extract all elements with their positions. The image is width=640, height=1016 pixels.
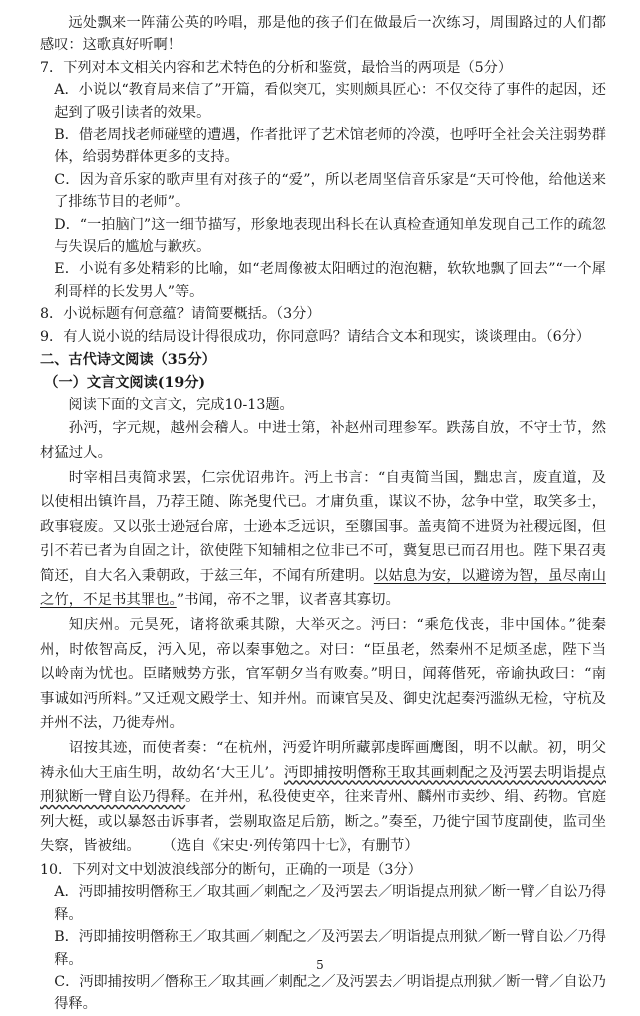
q7-option-e: E．小说有多处精彩的比喻，如“老周像被太阳晒过的泡泡糖，软软地飘了回去”“一个犀利哥样的长发男人”等。 bbox=[54, 261, 606, 300]
question-10 bbox=[40, 859, 606, 1016]
q10-option-b: B．沔即捕按明僭称王／取其画／刺配之／及沔罢去／明诣提点刑狱／断一臂自讼／乃得释。 bbox=[54, 929, 606, 968]
passage-p4-text-b: 。在并州，私役使吏卒，往来青州、麟州市卖纱、绢、药物。官庭列大梃，或以暴怒击诉事者，尝剔取盗足后筋，断之。”奏至，乃徙宁国节度副使，监司坐失察，皆被绌。 bbox=[40, 789, 606, 855]
story-ending-line: 远处飘来一阵蒲公英的吟唱，那是他的孩子们在做最后一次练习，周围路过的人们都感叹：这歌真好听啊！ bbox=[40, 15, 606, 54]
passage-source: （选自《宋史·列传第四十七》，有删节） bbox=[169, 838, 419, 855]
passage-p2-underlined: 以姑息为安，以避谤为智，虽尽南山之竹，不足书其罪也。 bbox=[40, 567, 606, 609]
page-number: 5 bbox=[316, 958, 324, 972]
question-8: 8．小说标题有何意蕴？请简要概括。（3分） bbox=[40, 306, 321, 323]
q7-option-a: A．小说以“教育局来信了”开篇，看似突兀，实则颇具匠心：不仅交待了事件的起因，还起到了吸引读者的效果。 bbox=[54, 82, 606, 121]
subsection-heading-classical: （一）文言文阅读(19分) bbox=[44, 374, 206, 391]
classical-passage bbox=[40, 416, 606, 859]
q10-option-c: C．沔即捕按明／僭称王／取其画／刺配之／及沔罢去／明诣提点刑狱／断一臂／自讼乃得释。 bbox=[54, 974, 606, 1013]
passage-paragraph-2 bbox=[40, 466, 606, 614]
question-7 bbox=[40, 57, 606, 303]
q7-stem: 7．下列对本文相关内容和艺术特色的分析和鉴赏，最恰当的两项是（5分） bbox=[40, 59, 513, 76]
passage-paragraph-1: 孙沔，字元规，越州会稽人。中进士第，补赵州司理参军。跌荡自放，不守士节，然材猛过人。 bbox=[40, 420, 606, 461]
q7-option-c: C．因为音乐家的歌声里有对孩子的“爱”，所以老周坚信音乐家是“天可怜他，给他送来了排练节目的老师”。 bbox=[54, 171, 606, 211]
passage-paragraph-4 bbox=[40, 736, 606, 859]
q10-option-a: A．沔即捕按明僭称王／取其画／刺配之／及沔罢去／明诣提点刑狱／断一臂／自讼乃得释。 bbox=[54, 884, 606, 923]
passage-p2-text-a: 时宰相吕夷简求罢，仁宗优诏弗许。沔上书言：“自夷简当国，黜忠言，废直道，及以使相出镇许昌，乃荐王随、陈尧叟代已。才庸负重，谋议不协，忿争中堂，取笑多士，政事寝废。又以张士逊冠台席，士逊本乏远识，至隳国事。盖夷简不进贤为社稷远图，但引不若已者为自固之计，欲使陛下知辅相之位非已不可，冀复思已而召用也。陛下果召夷简还，自大名入秉朝政，于兹三年，不闻有所建明。 bbox=[40, 469, 606, 584]
passage-paragraph-3: 知庆州。元昊死，诸将欲乘其隙，大举灭之。沔曰：“乘危伐丧，非中国体。”徙秦州，时侬智高反，沔入见，帝以秦事勉之。对曰：“臣虽老，然秦州不足烦圣虑，陛下当以岭南为忧也。臣睹贼势方张，官军朝夕当有败奏。”明日，闻蒋偕死，帝谕执政曰：“南事诚如沔所料。”又迁观文殿学士、知并州。而谏官吴及、御史沈起奏沔滥纵无检，守杭及并州不法，乃徙寿州。 bbox=[40, 617, 606, 732]
q7-option-d: D．“一拍脑门”这一细节描写，形象地表现出科长在认真检查通知单发现自己工作的疏忽与失误后的尴尬与歉疚。 bbox=[54, 216, 606, 256]
q7-option-b: B．借老周找老师碰壁的遭遇，作者批评了艺术馆老师的冷漠，也呼吁全社会关注弱势群体，给弱势群体更多的支持。 bbox=[54, 127, 606, 166]
passage-p2-text-b: ”书闻，帝不之罪，议者喜其寡切。 bbox=[176, 592, 400, 609]
section-heading-ancient: 二、古代诗文阅读（35分） bbox=[40, 352, 216, 369]
passage-p4-text-a: 诏按其迹，而使者奏：“在杭州，沔爱许明所藏郭虔晖画鹰图，明不以献。初，明父祷永仙大王庙生明，故幼名‘大王儿’。 bbox=[40, 740, 606, 781]
passage-p4-wavy-underlined: 沔即捕按明僭称王取其画刺配之及沔罢去明诣提点刑狱断一臂自讼乃得释 bbox=[40, 764, 606, 806]
question-9: 9．有人说小说的结局设计得很成功，你同意吗？请结合文本和现实，谈谈理由。（6分） bbox=[40, 328, 591, 345]
q10-stem: 10．下列对文中划波浪线部分的断句，正确的一项是（3分） bbox=[40, 862, 422, 878]
reading-instruction: 阅读下面的文言文，完成10-13题。 bbox=[68, 396, 294, 413]
